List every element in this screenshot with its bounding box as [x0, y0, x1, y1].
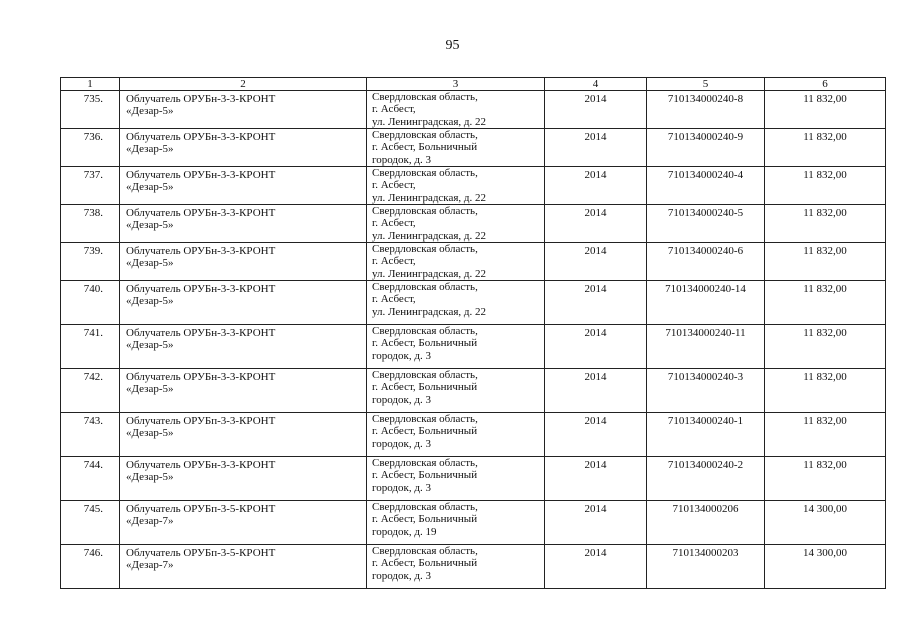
item-address-line: Свердловская область, [372, 457, 478, 469]
table-row [61, 91, 886, 129]
table-row [61, 167, 886, 205]
item-address-line: Свердловская область, [372, 545, 478, 557]
item-name-line: Облучатель ОРУБн-3-3-КРОНТ [126, 371, 276, 383]
item-year: 2014 [545, 129, 647, 167]
table-row [61, 457, 886, 501]
item-address-line: Свердловская область, [372, 167, 478, 179]
item-name [120, 167, 367, 205]
item-address [367, 91, 545, 129]
item-name-line: «Дезар-5» [126, 181, 174, 194]
row-number: 744. [61, 457, 120, 501]
item-address-line: городок, д. 3 [372, 393, 431, 406]
item-address-line: городок, д. 3 [372, 153, 431, 166]
inventory-number: 710134000240-2 [647, 457, 765, 501]
item-address-line: Свердловская область, [372, 129, 478, 141]
item-name-line: Облучатель ОРУБп-3-5-КРОНТ [126, 503, 276, 515]
item-address-line: г. Асбест, [372, 179, 416, 192]
item-address-line: Свердловская область, [372, 369, 478, 381]
item-name [120, 205, 367, 243]
item-year: 2014 [545, 545, 647, 589]
table-row [61, 243, 886, 281]
item-address [367, 167, 545, 205]
item-name-line: Облучатель ОРУБп-3-3-КРОНТ [126, 415, 276, 427]
item-address-line: г. Асбест, [372, 293, 416, 306]
table-row [61, 545, 886, 589]
item-name [120, 129, 367, 167]
item-address-line: Свердловская область, [372, 325, 478, 337]
item-name [120, 281, 367, 325]
item-cost: 11 832,00 [765, 413, 886, 457]
item-address-line: городок, д. 19 [372, 525, 437, 538]
item-address-line: ул. Ленинградская, д. 22 [372, 191, 487, 204]
item-address [367, 545, 545, 589]
item-name-line: «Дезар-5» [126, 427, 174, 440]
item-name-line: Облучатель ОРУБн-3-3-КРОНТ [126, 131, 276, 143]
item-name-line: Облучатель ОРУБн-3-3-КРОНТ [126, 283, 276, 295]
inventory-number: 710134000203 [647, 545, 765, 589]
item-name-line: Облучатель ОРУБн-3-3-КРОНТ [126, 459, 276, 471]
item-address-line: городок, д. 3 [372, 481, 431, 494]
item-address [367, 281, 545, 325]
item-name-line: «Дезар-5» [126, 143, 174, 156]
item-name-line: «Дезар-7» [126, 559, 174, 572]
item-address-line: Свердловская область, [372, 501, 478, 513]
column-header: 1 [61, 78, 120, 91]
item-name-line: «Дезар-5» [126, 295, 174, 308]
item-cost: 14 300,00 [765, 545, 886, 589]
item-name-line: «Дезар-5» [126, 471, 174, 484]
item-address [367, 369, 545, 413]
inventory-number: 710134000240-8 [647, 91, 765, 129]
item-address-line: ул. Ленинградская, д. 22 [372, 115, 487, 128]
item-year: 2014 [545, 205, 647, 243]
item-address [367, 501, 545, 545]
item-address-line: г. Асбест, Больничный [372, 337, 478, 350]
item-name-line: Облучатель ОРУБн-3-3-КРОНТ [126, 207, 276, 219]
row-number: 746. [61, 545, 120, 589]
row-number: 737. [61, 167, 120, 205]
inventory-number: 710134000240-3 [647, 369, 765, 413]
item-address-line: Свердловская область, [372, 91, 478, 103]
column-header: 4 [545, 78, 647, 91]
item-address-line: Свердловская область, [372, 243, 478, 255]
item-address-line: ул. Ленинградская, д. 22 [372, 305, 487, 318]
item-cost: 11 832,00 [765, 325, 886, 369]
item-address [367, 413, 545, 457]
item-year: 2014 [545, 243, 647, 281]
item-address [367, 129, 545, 167]
item-address-line: ул. Ленинградская, д. 22 [372, 229, 487, 242]
item-name-line: Облучатель ОРУБн-3-3-КРОНТ [126, 169, 276, 181]
item-address [367, 457, 545, 501]
row-number: 742. [61, 369, 120, 413]
item-name [120, 413, 367, 457]
item-name-line: «Дезар-5» [126, 257, 174, 270]
item-name-line: «Дезар-5» [126, 339, 174, 352]
table-row [61, 325, 886, 369]
table-row [61, 281, 886, 325]
item-name [120, 325, 367, 369]
row-number: 736. [61, 129, 120, 167]
column-header: 3 [367, 78, 545, 91]
item-cost: 11 832,00 [765, 457, 886, 501]
item-year: 2014 [545, 457, 647, 501]
item-name [120, 545, 367, 589]
item-year: 2014 [545, 167, 647, 205]
page-number: 95 [445, 38, 460, 53]
item-address-line: г. Асбест, Больничный [372, 141, 478, 154]
item-name-line: «Дезар-5» [126, 219, 174, 232]
item-address-line: г. Асбест, [372, 103, 416, 116]
inventory-number: 710134000206 [647, 501, 765, 545]
item-address-line: г. Асбест, Больничный [372, 425, 478, 438]
row-number: 739. [61, 243, 120, 281]
item-year: 2014 [545, 91, 647, 129]
item-year: 2014 [545, 413, 647, 457]
item-address [367, 205, 545, 243]
item-name-line: «Дезар-7» [126, 515, 174, 528]
item-name-line: Облучатель ОРУБн-3-3-КРОНТ [126, 327, 276, 339]
inventory-number: 710134000240-1 [647, 413, 765, 457]
row-number: 741. [61, 325, 120, 369]
row-number: 743. [61, 413, 120, 457]
item-name-line: Облучатель ОРУБн-3-3-КРОНТ [126, 93, 276, 105]
inventory-number: 710134000240-11 [647, 325, 765, 369]
table-row [61, 413, 886, 457]
column-header: 6 [765, 78, 886, 91]
row-number: 745. [61, 501, 120, 545]
item-address-line: г. Асбест, Больничный [372, 513, 478, 526]
inventory-table [60, 77, 886, 589]
inventory-number: 710134000240-4 [647, 167, 765, 205]
item-address-line: г. Асбест, Больничный [372, 469, 478, 482]
item-address-line: г. Асбест, Больничный [372, 557, 478, 570]
item-cost: 11 832,00 [765, 205, 886, 243]
item-name [120, 457, 367, 501]
row-number: 740. [61, 281, 120, 325]
inventory-number: 710134000240-5 [647, 205, 765, 243]
table-header-row [61, 78, 886, 91]
item-address-line: Свердловская область, [372, 205, 478, 217]
item-address [367, 325, 545, 369]
item-name [120, 91, 367, 129]
item-name-line: «Дезар-5» [126, 383, 174, 396]
item-address-line: г. Асбест, [372, 255, 416, 268]
item-name [120, 369, 367, 413]
item-address-line: Свердловская область, [372, 281, 478, 293]
inventory-number: 710134000240-9 [647, 129, 765, 167]
item-address-line: городок, д. 3 [372, 437, 431, 450]
table-row [61, 501, 886, 545]
item-address-line: Свердловская область, [372, 413, 478, 425]
item-name-line: Облучатель ОРУБп-3-5-КРОНТ [126, 547, 276, 559]
item-cost: 11 832,00 [765, 91, 886, 129]
item-name-line: Облучатель ОРУБн-3-3-КРОНТ [126, 245, 276, 257]
item-name [120, 243, 367, 281]
row-number: 738. [61, 205, 120, 243]
item-cost: 11 832,00 [765, 129, 886, 167]
item-name-line: «Дезар-5» [126, 105, 174, 118]
item-year: 2014 [545, 501, 647, 545]
row-number: 735. [61, 91, 120, 129]
table-row [61, 129, 886, 167]
item-year: 2014 [545, 325, 647, 369]
column-header: 5 [647, 78, 765, 91]
item-year: 2014 [545, 369, 647, 413]
item-address-line: городок, д. 3 [372, 569, 431, 582]
column-header: 2 [120, 78, 367, 91]
item-address-line: г. Асбест, [372, 217, 416, 230]
item-cost: 14 300,00 [765, 501, 886, 545]
item-cost: 11 832,00 [765, 281, 886, 325]
table-row [61, 369, 886, 413]
item-year: 2014 [545, 281, 647, 325]
item-name [120, 501, 367, 545]
item-address [367, 243, 545, 281]
inventory-number: 710134000240-14 [647, 281, 765, 325]
item-address-line: ул. Ленинградская, д. 22 [372, 267, 487, 280]
item-address-line: г. Асбест, Больничный [372, 381, 478, 394]
table-row [61, 205, 886, 243]
inventory-number: 710134000240-6 [647, 243, 765, 281]
item-cost: 11 832,00 [765, 369, 886, 413]
item-cost: 11 832,00 [765, 167, 886, 205]
item-address-line: городок, д. 3 [372, 349, 431, 362]
item-cost: 11 832,00 [765, 243, 886, 281]
